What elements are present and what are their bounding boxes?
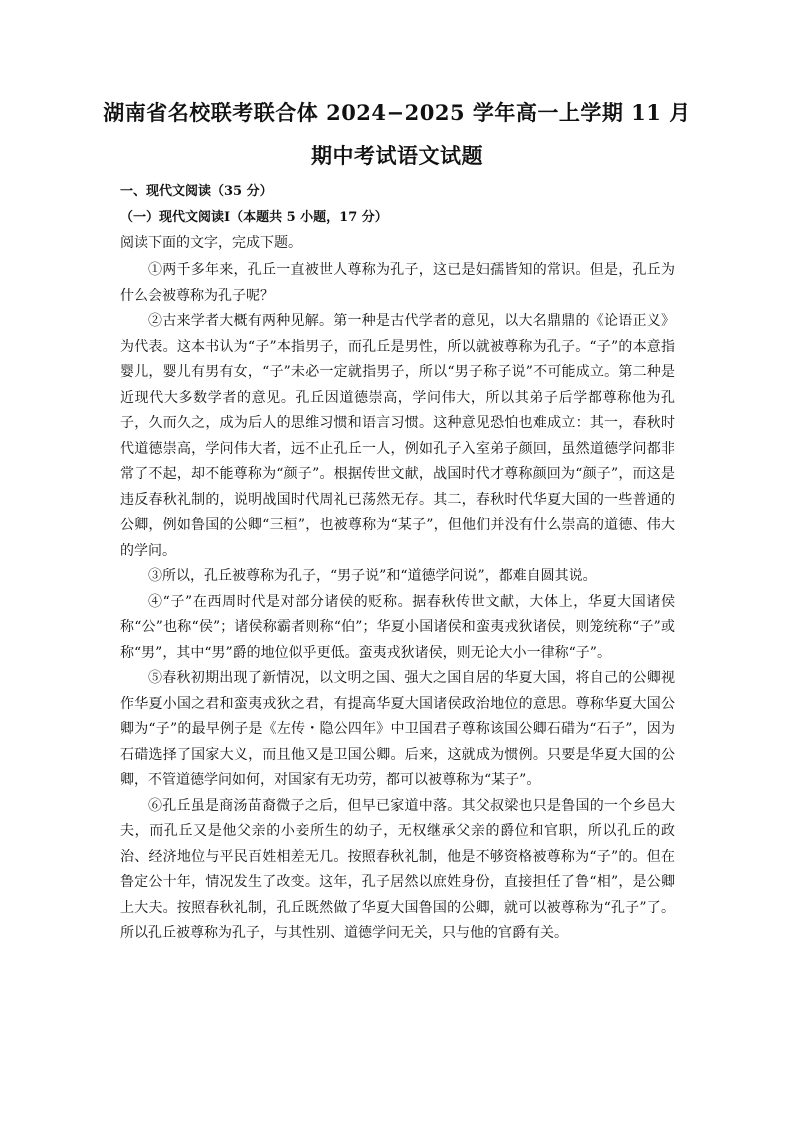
paragraph-5: ⑤春秋初期出现了新情况，以文明之国、强大之国自居的华夏大国，将自己的公卿视作华夏小国之君和蛮夷戎狄之君，有提高华夏大国诸侯政治地位的意思。尊称华夏大国公卿为“子”的最早例子是《左传・隐公四年》中卫国君子尊称该国公卿石碏为“石子”，因为石碏选择了国家大义，而且他又是卫国公卿。后来，这就成为惯例。只要是华夏大国的公卿，不管道德学问如何，对国家有无功劳，都可以被尊称为“某子”。 (120, 670, 675, 788)
subsection-heading: （一）现代文阅读Ⅰ（本题共 5 小题，17 分） (120, 210, 388, 225)
paragraph-2: ②古来学者大概有两种见解。第一种是古代学者的意见，以大名鼎鼎的《论语正义》为代表。这本书认为“子”本指男子，而孔丘是男性，所以就被尊称为孔子。“子”的本意指婴儿，婴儿有男有女，“子”未必一定就指男子，所以“男子称子说”不可能成立。第二种是近现代大多数学者的意见。孔丘因道德崇高，学问伟大，所以其弟子后学都尊称他为孔子，久而久之，成为后人的思维习惯和语言习惯。这种意见恐怕也难成立：其一，春秋时代道德崇高，学问伟大者，远不止孔丘一人，例如孔子入室弟子颜回，虽然道德学问都非常了不起，却不能尊称为“颜子”。根据传世文献，战国时代才尊称颜回为“颜子”，而这是违反春秋礼制的，说明战国时代周礼已荡然无存。其二，春秋时代华夏大国的一些普通的公卿，例如鲁国的公卿“三桓”，也被尊称为“某子”，但他们并没有什么崇高的道德、伟大的学问。 (120, 313, 675, 559)
paragraph-3: ③所以，孔丘被尊称为孔子，“男子说”和“道德学问说”，都难自圆其说。 (148, 568, 597, 584)
document-title-line-2: 期中考试语文试题 (311, 143, 483, 168)
reading-instruction: 阅读下面的文字，完成下题。 (120, 235, 302, 251)
document-title-line-1: 湖南省名校联考联合体 2024−2025 学年高一上学期 11 月 (103, 100, 691, 125)
paragraph-6: ⑥孔丘虽是商汤苗裔微子之后，但早已家道中落。其父叔梁也只是鲁国的一个乡邑大夫，而孔丘又是他父亲的小妾所生的幼子，无权继承父亲的爵位和官职，所以孔丘的政治、经济地位与平民百姓相差无几。按照春秋礼制，他是不够资格被尊称为“子”的。但在鲁定公十年，情况发生了改变。这年，孔子居然以庶姓身份，直接担任了鲁“相”，是公卿上大夫。按照春秋礼制，孔丘既然做了华夏大国鲁国的公卿，就可以被尊称为“孔子”了。所以孔丘被尊称为孔子，与其性别、道德学问无关，只与他的官爵有关。 (120, 797, 675, 941)
section-heading: 一、现代文阅读（35 分） (120, 184, 273, 199)
paragraph-1: ①两千多年来，孔丘一直被世人尊称为孔子，这已是妇孺皆知的常识。但是，孔丘为什么会被尊称为孔子呢？ (120, 262, 675, 304)
passage-body (120, 258, 675, 947)
paragraph-4: ④“子”在西周时代是对部分诸侯的贬称。据春秋传世文献，大体上，华夏大国诸侯称“公”也称“侯”；诸侯称霸者则称“伯”；华夏小国诸侯和蛮夷戎狄诸侯，则笼统称“子”或称“男”，其中“男”爵的地位似乎更低。蛮夷戎狄诸侯，则无论大小一律称“子”。 (120, 593, 675, 661)
